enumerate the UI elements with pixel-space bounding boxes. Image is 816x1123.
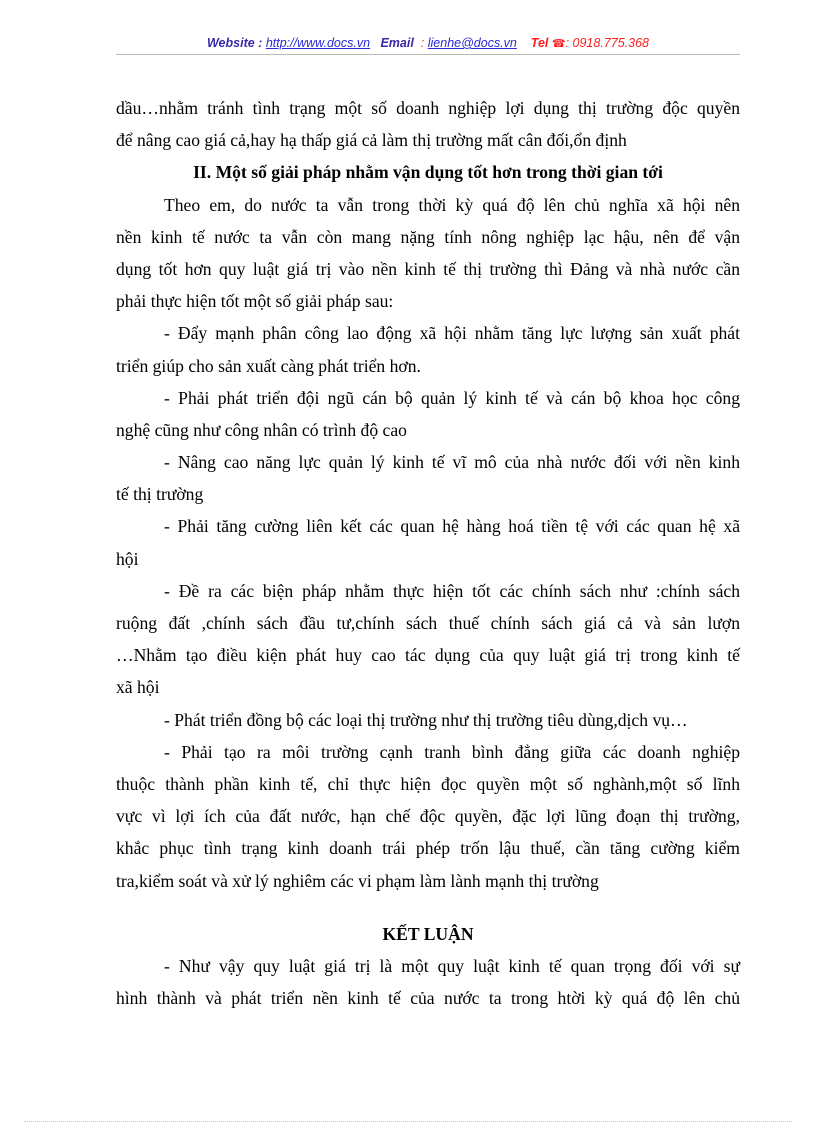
list-item: - Nâng cao năng lực quản lý kinh tế vĩ mô của nhà nước đối với nền kinh	[164, 452, 740, 473]
conclusion-heading: KẾT LUẬN	[382, 923, 474, 944]
page-header	[116, 36, 740, 50]
phone-icon: ☎	[551, 38, 566, 50]
tel-value: : 0918.775.368	[565, 36, 649, 50]
email-link[interactable]: lienhe@docs.vn	[427, 36, 517, 50]
text-line: dầu…nhằm tránh tình trạng một số doanh nghiệp lợi dụng thị trường độc quyền	[116, 98, 740, 118]
text-line: ruộng đất ,chính sách đầu tư,chính sách thuế chính sách giá cả và sản lượn	[116, 613, 740, 633]
text-line: thuộc thành phần kinh tế, chỉ thực hiện đọc quyền một số nghành,một số lĩnh	[116, 773, 740, 794]
text-line: …Nhằm tạo điều kiện phát huy cao tác dụng của quy luật giá trị trong kinh tế	[116, 645, 740, 666]
list-item: - Phát triển đồng bộ các loại thị trường như thị trường tiêu dùng,dịch vụ…	[164, 709, 688, 730]
text-line: để nâng cao giá cả,hay hạ thấp giá cả làm thị trường mất cân đối,ổn định	[116, 130, 627, 151]
list-item: - Phải tạo ra môi trường cạnh tranh bình đẳng giữa các doanh nghiệp	[164, 741, 740, 762]
email-separator: :	[420, 36, 425, 50]
text-line: xã hội	[116, 677, 160, 698]
document-body	[116, 92, 740, 1014]
section-heading: II. Một số giải pháp nhằm vận dụng tốt hơn trong thời gian tới	[193, 162, 663, 183]
website-label: Website :	[206, 36, 263, 50]
text-line: Theo em, do nước ta vẫn trong thời kỳ quá độ lên chủ nghĩa xã hội nên	[164, 194, 740, 215]
email-label: Email	[380, 36, 414, 50]
list-item: - Đề ra các biện pháp nhằm thực hiện tốt các chính sách như :chính sách	[164, 580, 740, 601]
text-line: dụng tốt hơn quy luật giá trị vào nền kinh tế thị trường thì Đảng và nhà nước cần	[116, 258, 740, 279]
text-line: triển giúp cho sản xuất càng phát triển hơn.	[116, 355, 421, 376]
text-line: phải thực hiện tốt một số giải pháp sau:	[116, 291, 394, 312]
website-link[interactable]: http://www.docs.vn	[265, 36, 371, 50]
list-item: - Đẩy mạnh phân công lao động xã hội nhằm tăng lực lượng sản xuất phát	[164, 323, 740, 344]
list-item: - Phải tăng cường liên kết các quan hệ hàng hoá tiền tệ với các quan hệ xã	[164, 516, 740, 537]
text-line: khắc phục tình trạng kinh doanh trái phép trốn lậu thuế, cần tăng cường kiểm	[116, 838, 740, 859]
text-line: nền kinh tế nước ta vẫn còn mang nặng tính nông nghiệp lạc hậu, nên để vận	[116, 226, 740, 247]
footer-divider	[24, 1121, 792, 1122]
header-divider	[116, 54, 740, 55]
text-line: hình thành và phát triển nền kinh tế của nước ta trong htời kỳ quá độ lên chủ	[116, 988, 740, 1009]
text-line: vực vì lợi ích của đất nước, hạn chế độc quyền, đặc lợi lũng đoạn thị trường,	[116, 806, 740, 827]
paragraph-gap	[116, 897, 740, 918]
text-line: tra,kiểm soát và xử lý nghiêm các vi phạm làm lành mạnh thị trường	[116, 870, 599, 891]
text-line: nghệ cũng như công nhân có trình độ cao	[116, 419, 407, 440]
text-line: tế thị trường	[116, 484, 204, 505]
text-line: - Như vậy quy luật giá trị là một quy luật kinh tế quan trọng đối với sự	[164, 955, 740, 976]
tel-label: Tel	[530, 36, 549, 50]
list-item: - Phải phát triển đội ngũ cán bộ quản lý kinh tế và cán bộ khoa học công	[164, 387, 740, 408]
text-line: hội	[116, 548, 139, 569]
